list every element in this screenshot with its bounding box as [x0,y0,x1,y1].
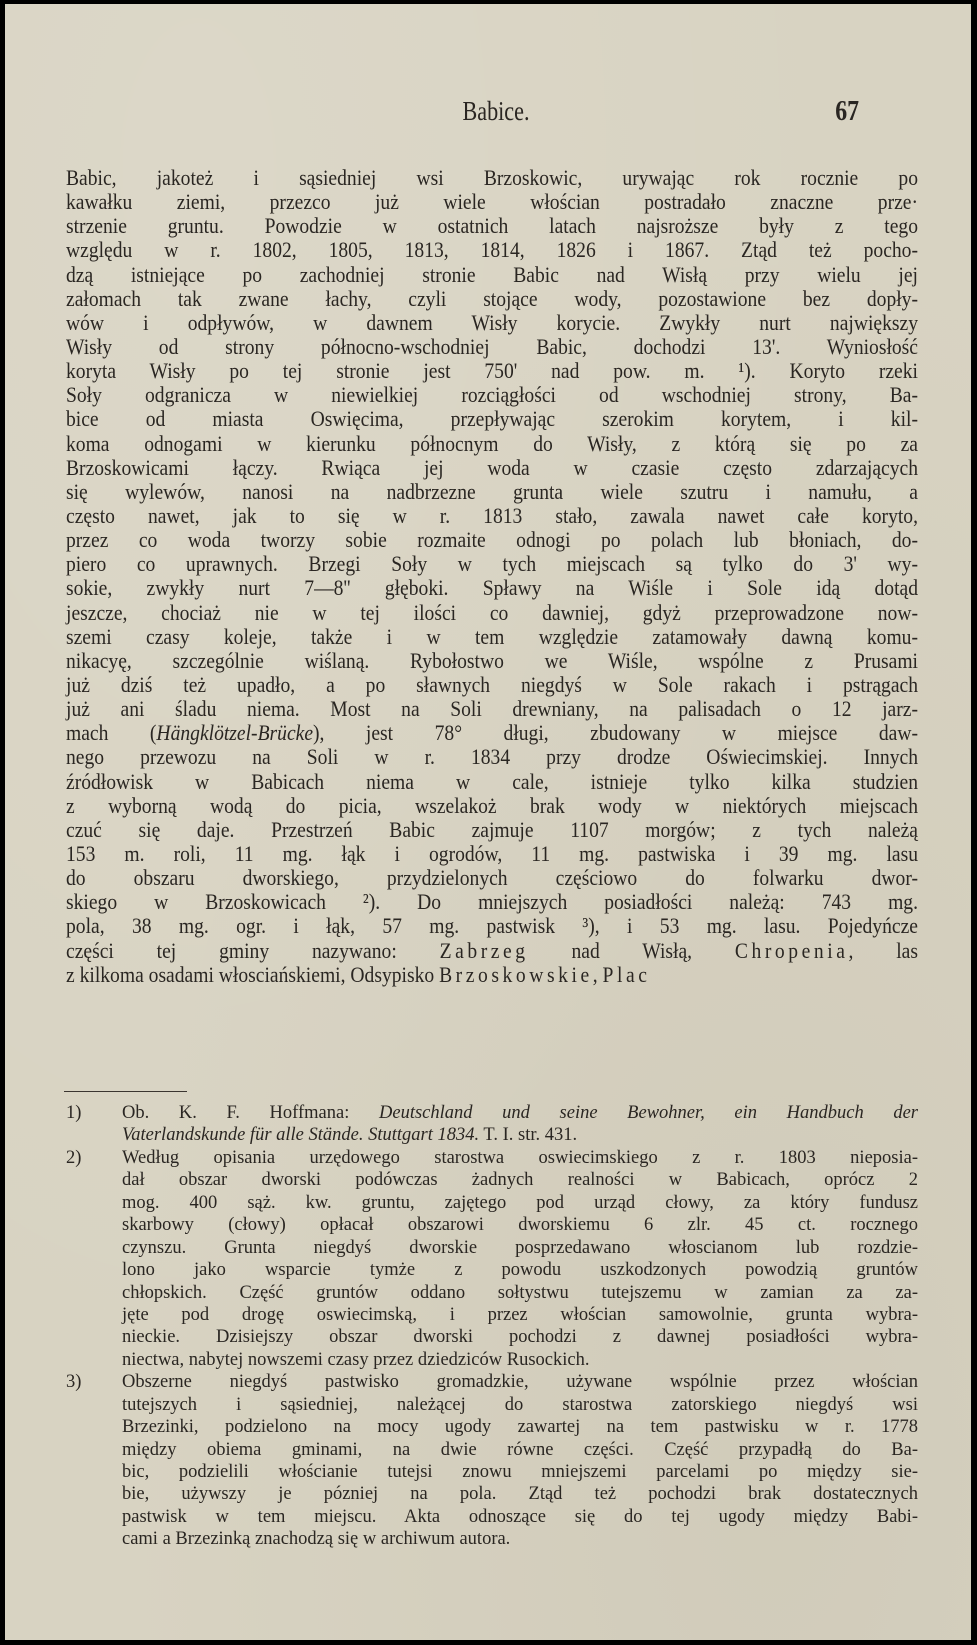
body-line: Brzoskowicami łączy. Rwiąca jej woda w czasie często zdarzających [66,454,918,480]
body-line: sokie, zwykły nurt 7—8'' głęboki. Spławy na Wiśle i Sole idą dotąd [66,575,918,601]
body-line: źródłowisk w Babicach niema w cale, istnieje tylko kilka studzien [66,768,918,794]
body-line [66,939,918,963]
spaced-place-name: Brzoskowskie [439,961,593,987]
italic-run: Deutschland und seine Bewohner, ein Handbuch der [379,1103,918,1123]
text-run: nad Wisłą, [528,937,735,963]
text-run: mach ( [66,720,157,746]
italic-run: Hängklötzel-Brücke [156,720,314,746]
italic-run: Vaterlandskunde für alle Stände. Stuttgart 1834. [122,1125,480,1146]
body-line: szemi czasy koleje, także i w tem względzie zatamowały dawną komu- [66,623,918,649]
footnote-text: między obiema gminami, na dwie równe części. Część przypadłą do Ba- [122,1439,918,1460]
body-line [66,721,918,745]
body-line: strzenie gruntu. Powodzie w ostatnich latach najsroższe były z tego [66,213,918,239]
footnote-line [66,1483,918,1505]
footnote-number: 3) [66,1372,82,1393]
footnote-line [66,1371,918,1393]
footnote-line [66,1349,918,1371]
footnote-text: lono jako wsparcie tymże z powodu uszkodzonych powodzią gruntów [122,1260,918,1281]
footnote-line [66,1124,918,1146]
footnote-line [66,1214,918,1236]
footnote-number: 1) [66,1103,82,1123]
body-line: Soły odgranicza w niewielkiej rozciągłości od wschodniej strony, Ba- [66,382,918,408]
body-line: załomach tak zwane łachy, czyli stojące wody, pozostawione bez dopły- [66,285,918,311]
body-line [66,963,918,987]
footnote-text: niectwa, nabytej nowszemi czasy przez dziedziców Rusockich. [122,1349,590,1370]
body-line: skiego w Brzoskowicach ²). Do mniejszych posiadłości należą: 743 mg. [66,889,918,915]
footnote-text [122,1124,918,1146]
footnote-text: pastwisk w tem miejscu. Akta odnoszące się do tej ugody między Babi- [122,1506,918,1527]
footnote-line [66,1259,918,1281]
text-run: Ob. K. F. Hoffmana: [122,1103,379,1123]
body-line: względu w r. 1802, 1805, 1813, 1814, 1826 i 1867. Ztąd też pocho- [66,237,918,263]
spaced-place-name: Chropenia [734,937,849,963]
spaced-place-name: Plac [602,961,651,987]
footnote-line [66,1461,918,1483]
running-title: Babice. [462,96,530,126]
body-line: przez co woda tworzy sobie rozmaite odnogi po polach lub błoniach, do- [66,527,918,553]
footnote-text: dał obszar dworski podówczas żadnych realności w Babicach, oprócz 2 [122,1170,918,1191]
text-run: , las [848,937,918,963]
footnote-number: 2) [66,1147,82,1168]
text-run: ), jest 78° długi, zbudowany w miejsce daw- [313,720,919,746]
body-line: się wylewów, nanosi na nadbrzezne grunta wiele szutru i namułu, a [66,478,918,504]
body-line: piero co uprawnych. Brzegi Soły w tych miejscach są tylko do 3' wy- [66,551,918,577]
footnote-line [66,1304,918,1326]
body-line: 153 m. roli, 11 mg. łąk i ogrodów, 11 mg. pastwiska i 39 mg. lasu [66,840,918,866]
text-run: z kilkoma osadami włosciańskiemi, Odsypisko [66,961,440,987]
body-line: często nawet, jak to się w r. 1813 stało, zawala nawet całe koryto, [66,502,918,528]
body-line: już dziś też upadło, a po sławnych niegdyś w Sole rakach i pstrągach [66,671,918,697]
footnote-line [66,1506,918,1528]
footnote-text: bie, używszy je pózniej na pola. Ztąd też pochodzi brak dostatecznych [122,1484,918,1505]
body-line: kawałku ziemi, przezco już wiele włościan postradało znaczne prze· [66,189,918,215]
text-run: części tej gminy nazywano: [66,937,440,963]
body-line: dzą istniejące po zachodniej stronie Babic nad Wisłą przy wielu jej [66,261,918,287]
footnote-line [66,1528,918,1550]
footnote-text: bic, podzielili włościanie tutejsi znowu mniejszemi parcelami po między sie- [122,1462,918,1482]
footnote-line [66,1237,918,1259]
body-line: nikacyę, szczególnie wiślaną. Rybołostwo we Wiśle, wspólne z Prusami [66,647,918,673]
footnote-line [66,1326,918,1348]
footnote-line [66,1394,918,1416]
text-run: , [592,961,603,987]
body-line: do obszaru dworskiego, przydzielonych częściowo do folwarku dwor- [66,865,918,891]
footnote-text: jęte pod drogę oswiecimską, i przez włościan samowolnie, grunta wybra- [122,1304,918,1325]
footnote-text: mog. 400 sąż. kw. gruntu, zajętego pod urząd cłowy, za który fundusz [122,1192,918,1213]
body-line: z wyborną wodą do picia, wszelakoż brak wody w niektórych miejscach [66,792,918,818]
body-line: koma odnogami w kierunku północnym do Wisły, z którą się po za [66,430,918,456]
page-number: 67 [835,96,859,127]
body-text [66,166,918,987]
page-header [5,96,971,136]
footnote-text: Brzezinki, podzielono na mocy ugody zawartej na tem pastwisku w r. 1778 [122,1417,918,1438]
body-line: wów i odpływów, w dawnem Wisły korycie. Zwykły nurt największy [66,309,918,335]
footnote-text: skarbowy (cłowy) opłacał obszarowi dworskiemu 6 zlr. 45 ct. rocznego [122,1215,918,1236]
footnote-text: cami a Brzezinką znachodzą się w archiwum autora. [122,1529,511,1550]
footnote-text: Według opisania urzędowego starostwa oswiecimskiego z r. 1803 nieposia- [122,1147,918,1168]
footnote-separator [64,1091,187,1092]
footnote-line [66,1169,918,1191]
body-line: nego przewozu na Soli w r. 1834 przy drodze Oświecimskiej. Innych [66,744,918,770]
body-line: jeszcze, chociaż nie w tej ilości co dawniej, gdyż przeprowadzone now- [66,599,918,625]
body-line: Wisły od strony północno-wschodniej Babic, dochodzi 13'. Wyniosłość [66,333,918,359]
footnote-line [66,1282,918,1304]
body-line: bice od miasta Oswięcima, przepływając szerokim korytem, i kil- [66,406,918,432]
body-line: już ani śladu niema. Most na Soli drewniany, na palisadach o 12 jarz- [66,696,918,722]
text-run: T. I. str. 431. [479,1125,578,1146]
body-line: pola, 38 mg. ogr. i łąk, 57 mg. pastwisk ³), i 53 mg. lasu. Pojedyńcze [66,913,918,939]
footnote-line [66,1147,918,1169]
footnotes [66,1102,918,1551]
body-line: Babic, jakoteż i sąsiedniej wsi Brzoskowic, urywając rok rocznie po [66,165,918,190]
book-page [5,4,971,1640]
footnote-text [122,1102,918,1124]
footnote-line [66,1416,918,1438]
footnote-line [66,1439,918,1461]
footnote-line [66,1102,918,1124]
footnote-text: nieckie. Dzisiejszy obszar dworski pochodzi z dawnej posiadłości wybra- [122,1327,918,1348]
footnote-text: Obszerne niegdyś pastwisko gromadzkie, używane wspólnie przez włościan [122,1372,918,1393]
footnote-text: czynszu. Grunta niegdyś dworskie posprzedawano włoscianom lub rozdzie- [122,1237,918,1258]
footnote-line [66,1192,918,1214]
body-line: czuć się daje. Przestrzeń Babic zajmuje 1107 morgów; z tych należą [66,816,918,842]
spaced-place-name: Zabrzeg [439,937,529,963]
footnote-text: chłopskich. Część gruntów oddano sołtystwu tutejszemu w zamian za za- [122,1282,918,1303]
footnote-text: tutejszych i sąsiedniej, należącej do starostwa zatorskiego niegdyś wsi [122,1394,918,1415]
body-line: koryta Wisły po tej stronie jest 750' nad pow. m. ¹). Koryto rzeki [66,358,918,384]
